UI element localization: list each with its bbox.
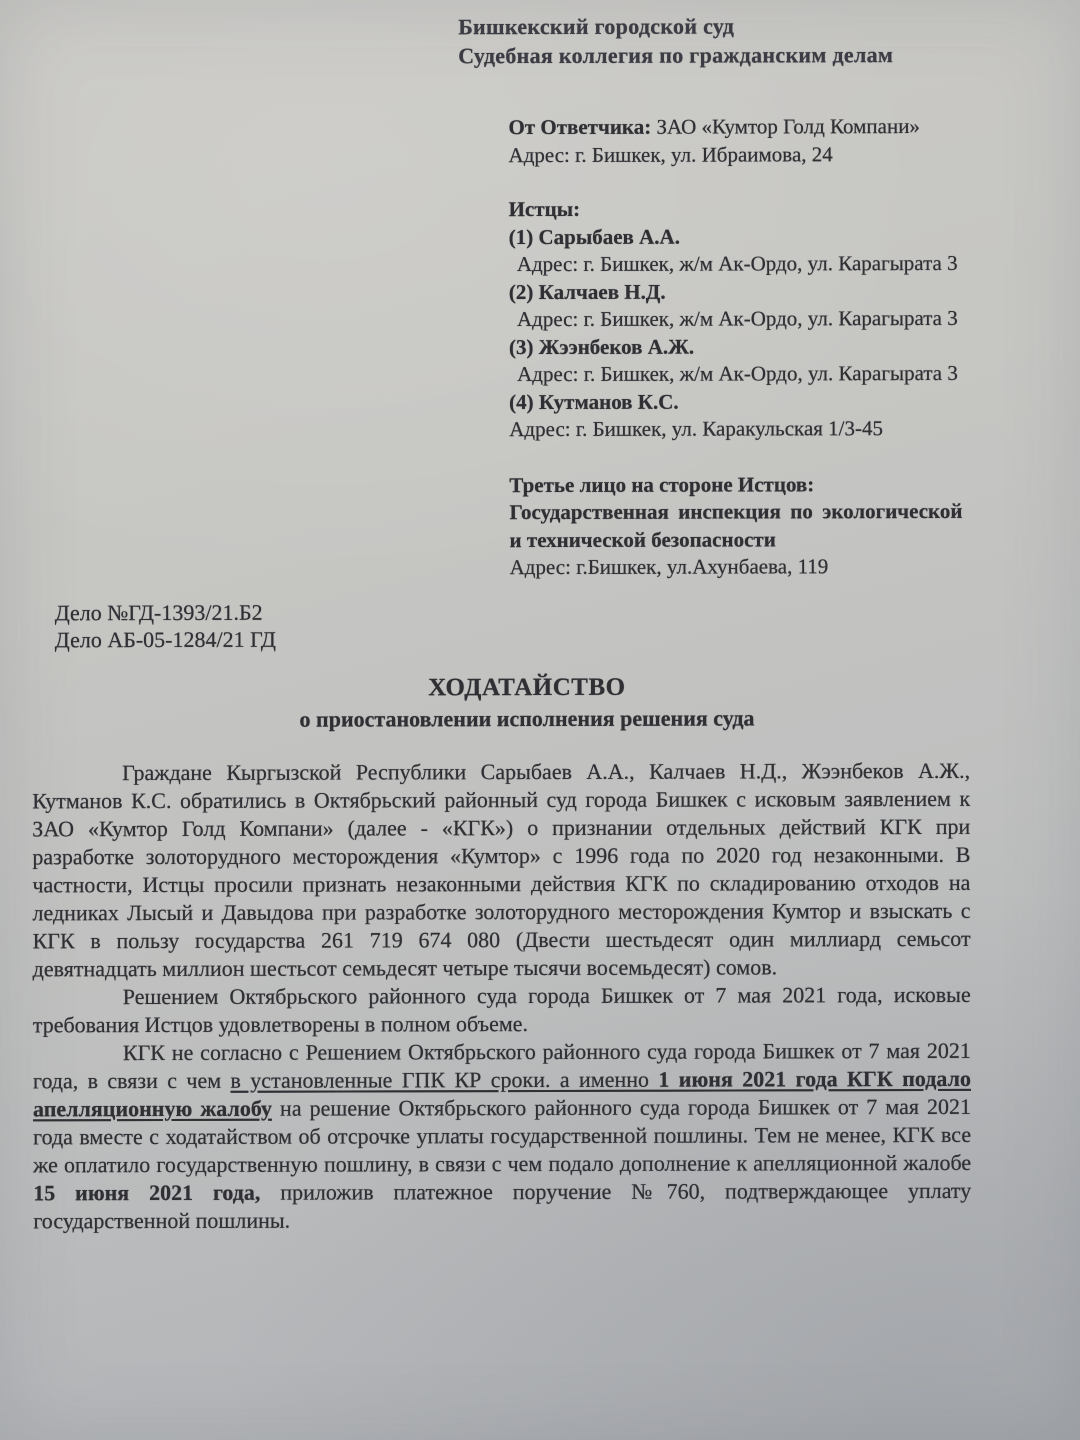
court-collegium: Судебная коллегия по гражданским делам — [458, 42, 894, 69]
p3-normal-text: приложив платежное поручение №760, подтверждающее уплату государственной пошлины. — [33, 1177, 972, 1233]
body-paragraph-2: Решением Октябрьского районного суда города Бишкек от 7 мая 2021 года, исковые требования Истцов удовлетворены в полном объеме. — [32, 981, 971, 1037]
parties-block — [508, 113, 962, 582]
p3-normal-text: КГК не согласно с Решением Октябрьского районного суда города Бишкек от 7 мая 2021 года, в связи с чем — [32, 1037, 971, 1093]
title-subtitle: о приостановлении исполнения решения суда — [299, 704, 755, 732]
third-party-name: Государственная инспекция по экологической и технической безопасности — [509, 498, 963, 552]
p3-normal-text: на решение Октябрьского районного суда города Бишкек от 7 мая 2021 года вместе с ходатайством об отсрочке уплаты государственной пошлины. Тем не менее, КГК все же оплатило государственную пошлину, в связи с чем подало дополнение к апелляционной жалобе — [33, 1093, 972, 1177]
plaintiffs-block — [509, 195, 963, 444]
plaintiffs-label: Истцы: — [508, 196, 581, 222]
title-main: ХОДАТАЙСТВО — [428, 673, 626, 701]
plaintiff-address: Адрес: г. Бишкек, ж/м Ак-Ордо, ул. Карагырата 3 — [517, 360, 958, 387]
plaintiff-name: (1) Сарыбаев А.А. — [508, 224, 680, 249]
respondent-line — [508, 113, 961, 142]
plaintiff-name: (3) Жээнбеков А.Ж. — [508, 334, 695, 359]
case-numbers — [55, 596, 1080, 653]
plaintiff-address: Адрес: г. Бишкек, ж/м Ак-Ордо, ул. Карагырата 3 — [516, 305, 958, 332]
court-name: Бишкекский городской суд — [458, 13, 735, 40]
respondent-address: Адрес: г. Бишкек, ул. Ибраимова, 24 — [508, 141, 833, 167]
respondent-label: От Ответчика: — [508, 114, 652, 140]
document-body — [32, 756, 971, 1234]
p3-bold-underlined-text: 1 июня 2021 года КГК подало апелляционную жалобу — [32, 1065, 971, 1121]
plaintiff-name: (4) Кутманов К.С. — [509, 389, 679, 414]
p3-underlined-text: в установленные ГПК КР сроки. а именно — [230, 1066, 659, 1093]
court-header — [458, 11, 928, 70]
third-party-block — [509, 470, 962, 581]
case-number-2: Дело АБ-05-1284/21 ГД — [54, 626, 276, 652]
body-paragraph-1: Граждане Кыргызской Республики Сарыбаев А.А., Калчаев Н.Д., Жээнбеков А.Ж., Кутманов К.С. обратились в Октябрьский районный суд города Бишкек с исковым заявлением к ЗАО «Кумтор Голд Компани» (далее - «КГК») о признании отдельных действий КГК при разработке золоторудного месторождения «Кумтор» с 1996 года по 2020 год незаконными. В частности, Истцы просили признать незаконными действия КГК по складированию отходов на ледниках Лысый и Давыдова при разработке золоторудного месторождения Кумтор и взыскать с КГК в пользу государства 261 719 674 080 (Двести шестьдесят один миллиард семьсот девятнадцать миллион шестьсот семьдесят четыре тысячи восемьдесят) сомов. — [32, 757, 971, 981]
plaintiff-address: Адрес: г. Бишкек, ж/м Ак-Ордо, ул. Карагырата 3 — [516, 250, 958, 277]
respondent-name: ЗАО «Кумтор Голд Компани» — [651, 114, 920, 139]
plaintiff-name: (2) Калчаев Н.Д. — [508, 279, 666, 304]
plaintiff-address: Адрес: г. Бишкек, ул. Каракульская 1/3-45 — [509, 416, 884, 442]
respondent-block — [508, 113, 961, 169]
case-number-1: Дело №ГД-1393/21.Б2 — [54, 599, 263, 625]
third-party-label: Третье лицо на стороне Истцов: — [509, 471, 815, 497]
document-title — [22, 672, 1032, 733]
body-paragraph-3 — [33, 1036, 972, 1234]
third-party-address: Адрес: г.Бишкек, ул.Ахунбаева, 119 — [509, 554, 829, 580]
p3-bold-date: 15 июня 2021 года, — [33, 1179, 261, 1205]
